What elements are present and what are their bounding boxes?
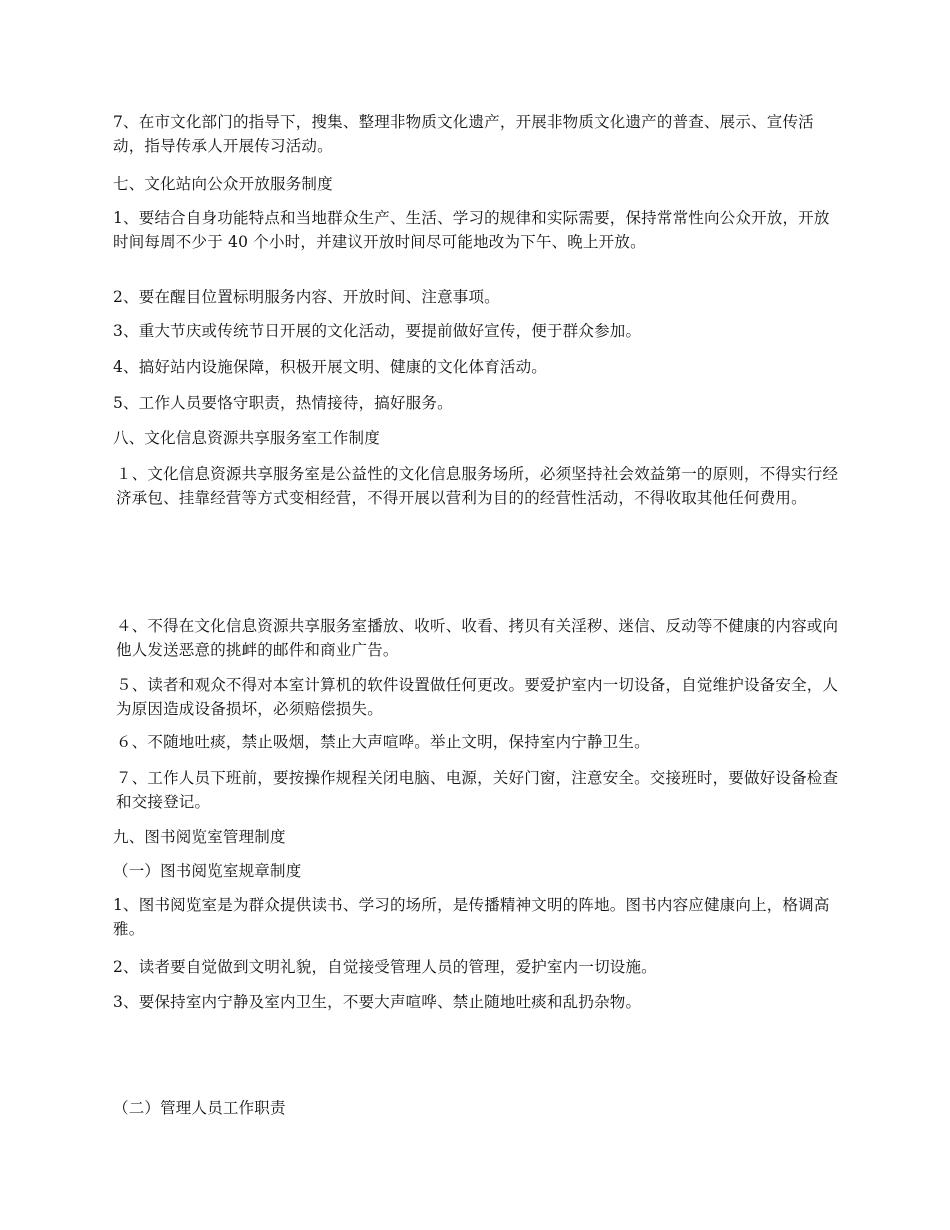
paragraph-quiet-clean: 3、要保持室内宁静及室内卫生，不要大声喧哗、禁止随地吐痰和乱扔杂物。 xyxy=(113,993,642,1011)
subsection-heading-9-2: （二）管理人员工作职责 xyxy=(113,1099,286,1117)
paragraph-reading-room-purpose: 1、图书阅览室是为群众提供读书、学习的场所，是传播精神文明的阵地。图书内容应健康向上，格调高雅。 xyxy=(113,896,830,938)
subsection-heading-9-1: （一）图书阅览室规章制度 xyxy=(113,862,302,880)
paragraph-festival-activities: 3、重大节庆或传统节日开展的文化活动，要提前做好宣传，便于群众参加。 xyxy=(113,322,642,340)
paragraph-reader-conduct: 2、读者要自觉做到文明礼貌，自觉接受管理人员的管理，爱护室内一切设施。 xyxy=(113,958,657,976)
paragraph-software-settings: ５、读者和观众不得对本室计算机的软件设置做任何更改。要爱护室内一切设备，自觉维护设备安全，人为原因造成设备损坏，必须赔偿损失。 xyxy=(116,676,839,718)
paragraph-service-notice: 2、要在醒目位置标明服务内容、开放时间、注意事项。 xyxy=(113,288,500,306)
paragraph-staff-duty: 5、工作人员要恪守职责，热情接待，搞好服务。 xyxy=(113,394,453,412)
paragraph-hygiene: ６、不随地吐痰，禁止吸烟，禁止大声喧哗。举止文明，保持室内宁静卫生。 xyxy=(116,733,650,751)
paragraph-public-service-room: １、文化信息资源共享服务室是公益性的文化信息服务场所，必须坚持社会效益第一的原则，不得实行经济承包、挂靠经营等方式变相经营，不得开展以营利为目的的经营性活动，不得收取其他任何费用。 xyxy=(116,465,839,507)
paragraph-prohibited-content: ４、不得在文化信息资源共享服务室播放、收听、收看、拷贝有关淫秽、迷信、反动等不健康的内容或向他人发送恶意的挑衅的邮件和商业广告。 xyxy=(116,617,839,659)
paragraph-open-hours: 1、要结合自身功能特点和当地群众生产、生活、学习的规律和实际需要，保持常常性向公众开放，开放时间每周不少于 40 个小时，并建议开放时间尽可能地改为下午、晚上开放。 xyxy=(113,209,830,251)
paragraph-facility-support: 4、搞好站内设施保障，积极开展文明、健康的文化体育活动。 xyxy=(113,358,547,376)
paragraph-shift-handover: ７、工作人员下班前，要按操作规程关闭电脑、电源，关好门窗，注意安全。交接班时，要做好设备检查和交接登记。 xyxy=(116,769,839,811)
section-heading-8: 八、文化信息资源共享服务室工作制度 xyxy=(113,429,380,447)
section-heading-7: 七、文化站向公众开放服务制度 xyxy=(113,175,333,193)
paragraph-item-7-heritage: 7、在市文化部门的指导下，搜集、整理非物质文化遗产，开展非物质文化遗产的普查、展示、宣传活动，指导传承人开展传习活动。 xyxy=(113,113,814,155)
section-heading-9: 九、图书阅览室管理制度 xyxy=(113,828,286,846)
